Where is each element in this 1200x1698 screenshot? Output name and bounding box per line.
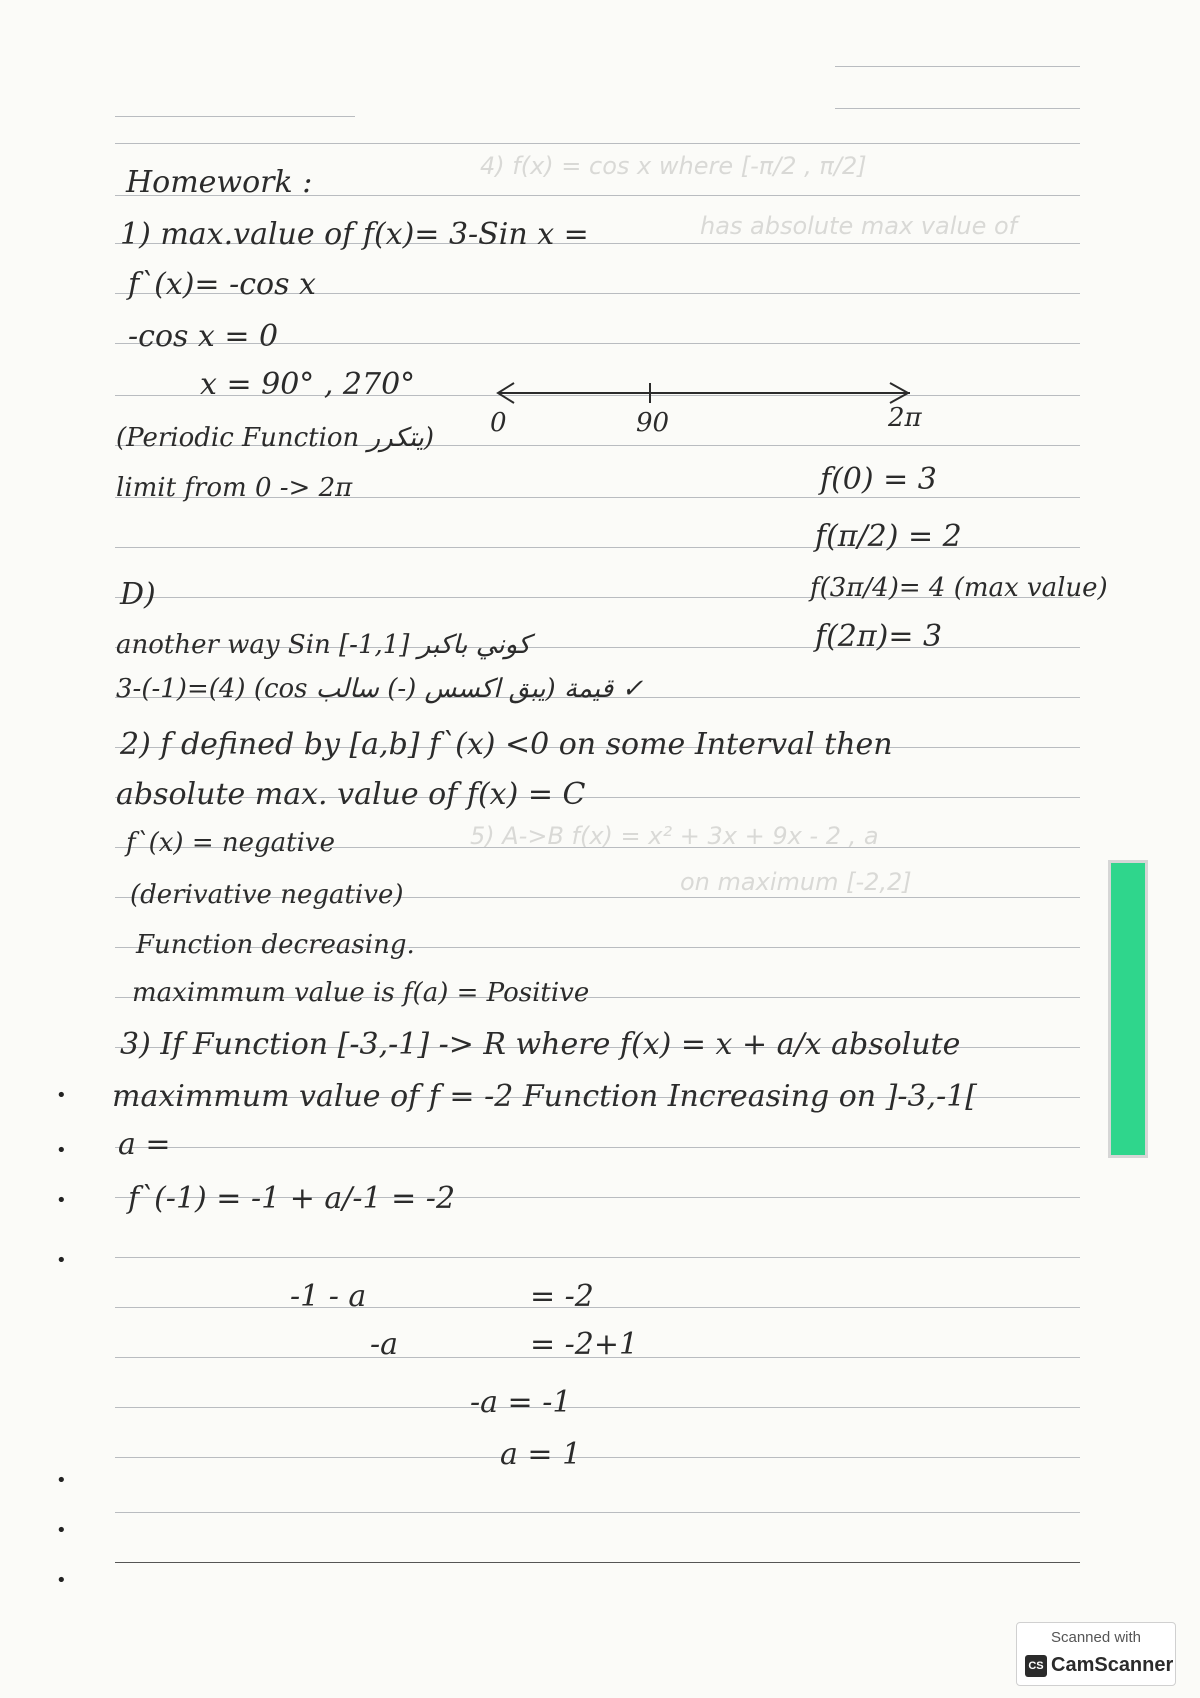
badge-caption: Scanned with — [1050, 1629, 1142, 1646]
margin-dot: • — [56, 1520, 67, 1541]
eval-f0: f(0) = 3 — [820, 462, 937, 497]
number-line-left-label: 0 — [490, 408, 507, 438]
q2-derivative-note: (derivative negative) — [130, 880, 404, 910]
q1-other-way-result: 3-(-1)=(4) (cos يبق اكسس (-) سالب) قيمة ✓ — [116, 674, 644, 704]
q3-step4: -a = -1 — [470, 1385, 572, 1420]
q1-other-way: another way Sin [-1,1] كوني باكبر — [116, 630, 531, 660]
ruled-line — [115, 1307, 1080, 1308]
eval-f-2pi: f(2π)= 3 — [815, 619, 943, 654]
q2-statement: 2) f defined by [a,b] f`(x) <0 on some Interval then — [120, 727, 893, 762]
ruled-line — [115, 1512, 1080, 1513]
ruled-line — [115, 1257, 1080, 1258]
q3-condition: maximmum value of f = -2 Function Increasing on ]-3,-1[ — [112, 1079, 978, 1114]
ruled-line — [115, 1407, 1080, 1408]
q1-solutions: x = 90° , 270° — [200, 367, 416, 402]
q1-periodic-note: (Periodic Function يتكرر) — [116, 423, 435, 453]
camscanner-logo-icon: CS — [1025, 1655, 1047, 1677]
number-line — [490, 375, 930, 445]
margin-dot: • — [56, 1470, 67, 1491]
q3-step3-right: = -2+1 — [530, 1327, 639, 1362]
q2-decreasing: Function decreasing. — [136, 930, 415, 960]
q2-question: absolute max. value of f(x) = C — [116, 777, 586, 812]
q3-step2-left: -1 - a — [290, 1279, 367, 1314]
margin-dot: • — [56, 1570, 67, 1591]
q2-derivative: f`(x) = negative — [126, 828, 336, 858]
bleed-through-text: 4) f(x) = cos x where [-π/2 , π/2] — [480, 152, 867, 180]
ruled-line — [115, 143, 1080, 144]
badge-brand: CamScanner — [1051, 1654, 1174, 1676]
ruled-line — [115, 1562, 1080, 1563]
page-heading: Homework : — [126, 165, 313, 200]
margin-dot: • — [56, 1250, 67, 1271]
q3-step1: f`(-1) = -1 + a/-1 = -2 — [128, 1181, 456, 1216]
q3-step3-left: -a — [370, 1327, 399, 1362]
number-line-mid-label: 90 — [636, 408, 670, 438]
bleed-through-text: on maximum [-2,2] — [680, 868, 912, 896]
ruled-line — [115, 1457, 1080, 1458]
camscanner-badge — [1016, 1622, 1176, 1686]
ruled-line — [835, 66, 1080, 67]
q1-equation: -cos x = 0 — [128, 319, 279, 354]
q1-derivative: f`(x)= -cos x — [128, 267, 316, 302]
q1-answer: D) — [120, 577, 156, 612]
ruled-line — [115, 1147, 1080, 1148]
ruled-line — [115, 116, 355, 117]
q1-limit-note: limit from 0 -> 2π — [116, 473, 353, 503]
eval-f-pi-half: f(π/2) = 2 — [815, 519, 962, 554]
q3-step2-right: = -2 — [530, 1279, 594, 1314]
ruled-line — [835, 108, 1080, 109]
margin-dot: • — [56, 1190, 67, 1211]
margin-dot: • — [56, 1085, 67, 1106]
eval-f-3pi-4: f(3π/4)= 4 (max value) — [810, 573, 1108, 603]
q1-statement: 1) max.value of f(x)= 3-Sin x = — [120, 217, 589, 252]
q3-result: a = 1 — [500, 1437, 582, 1472]
margin-dot: • — [56, 1140, 67, 1161]
number-line-right-label: 2π — [888, 403, 922, 433]
page-tab-marker — [1108, 860, 1148, 1158]
q2-conclusion: maximmum value is f(a) = Positive — [132, 978, 590, 1008]
bleed-through-text: has absolute max value of — [700, 212, 1018, 240]
bleed-through-text: 5) A->B f(x) = x² + 3x + 9x - 2 , a — [470, 822, 879, 850]
q3-statement: 3) If Function [-3,-1] -> R where f(x) = x + a/x absolute — [120, 1027, 961, 1062]
q3-find-a: a = — [118, 1127, 171, 1162]
